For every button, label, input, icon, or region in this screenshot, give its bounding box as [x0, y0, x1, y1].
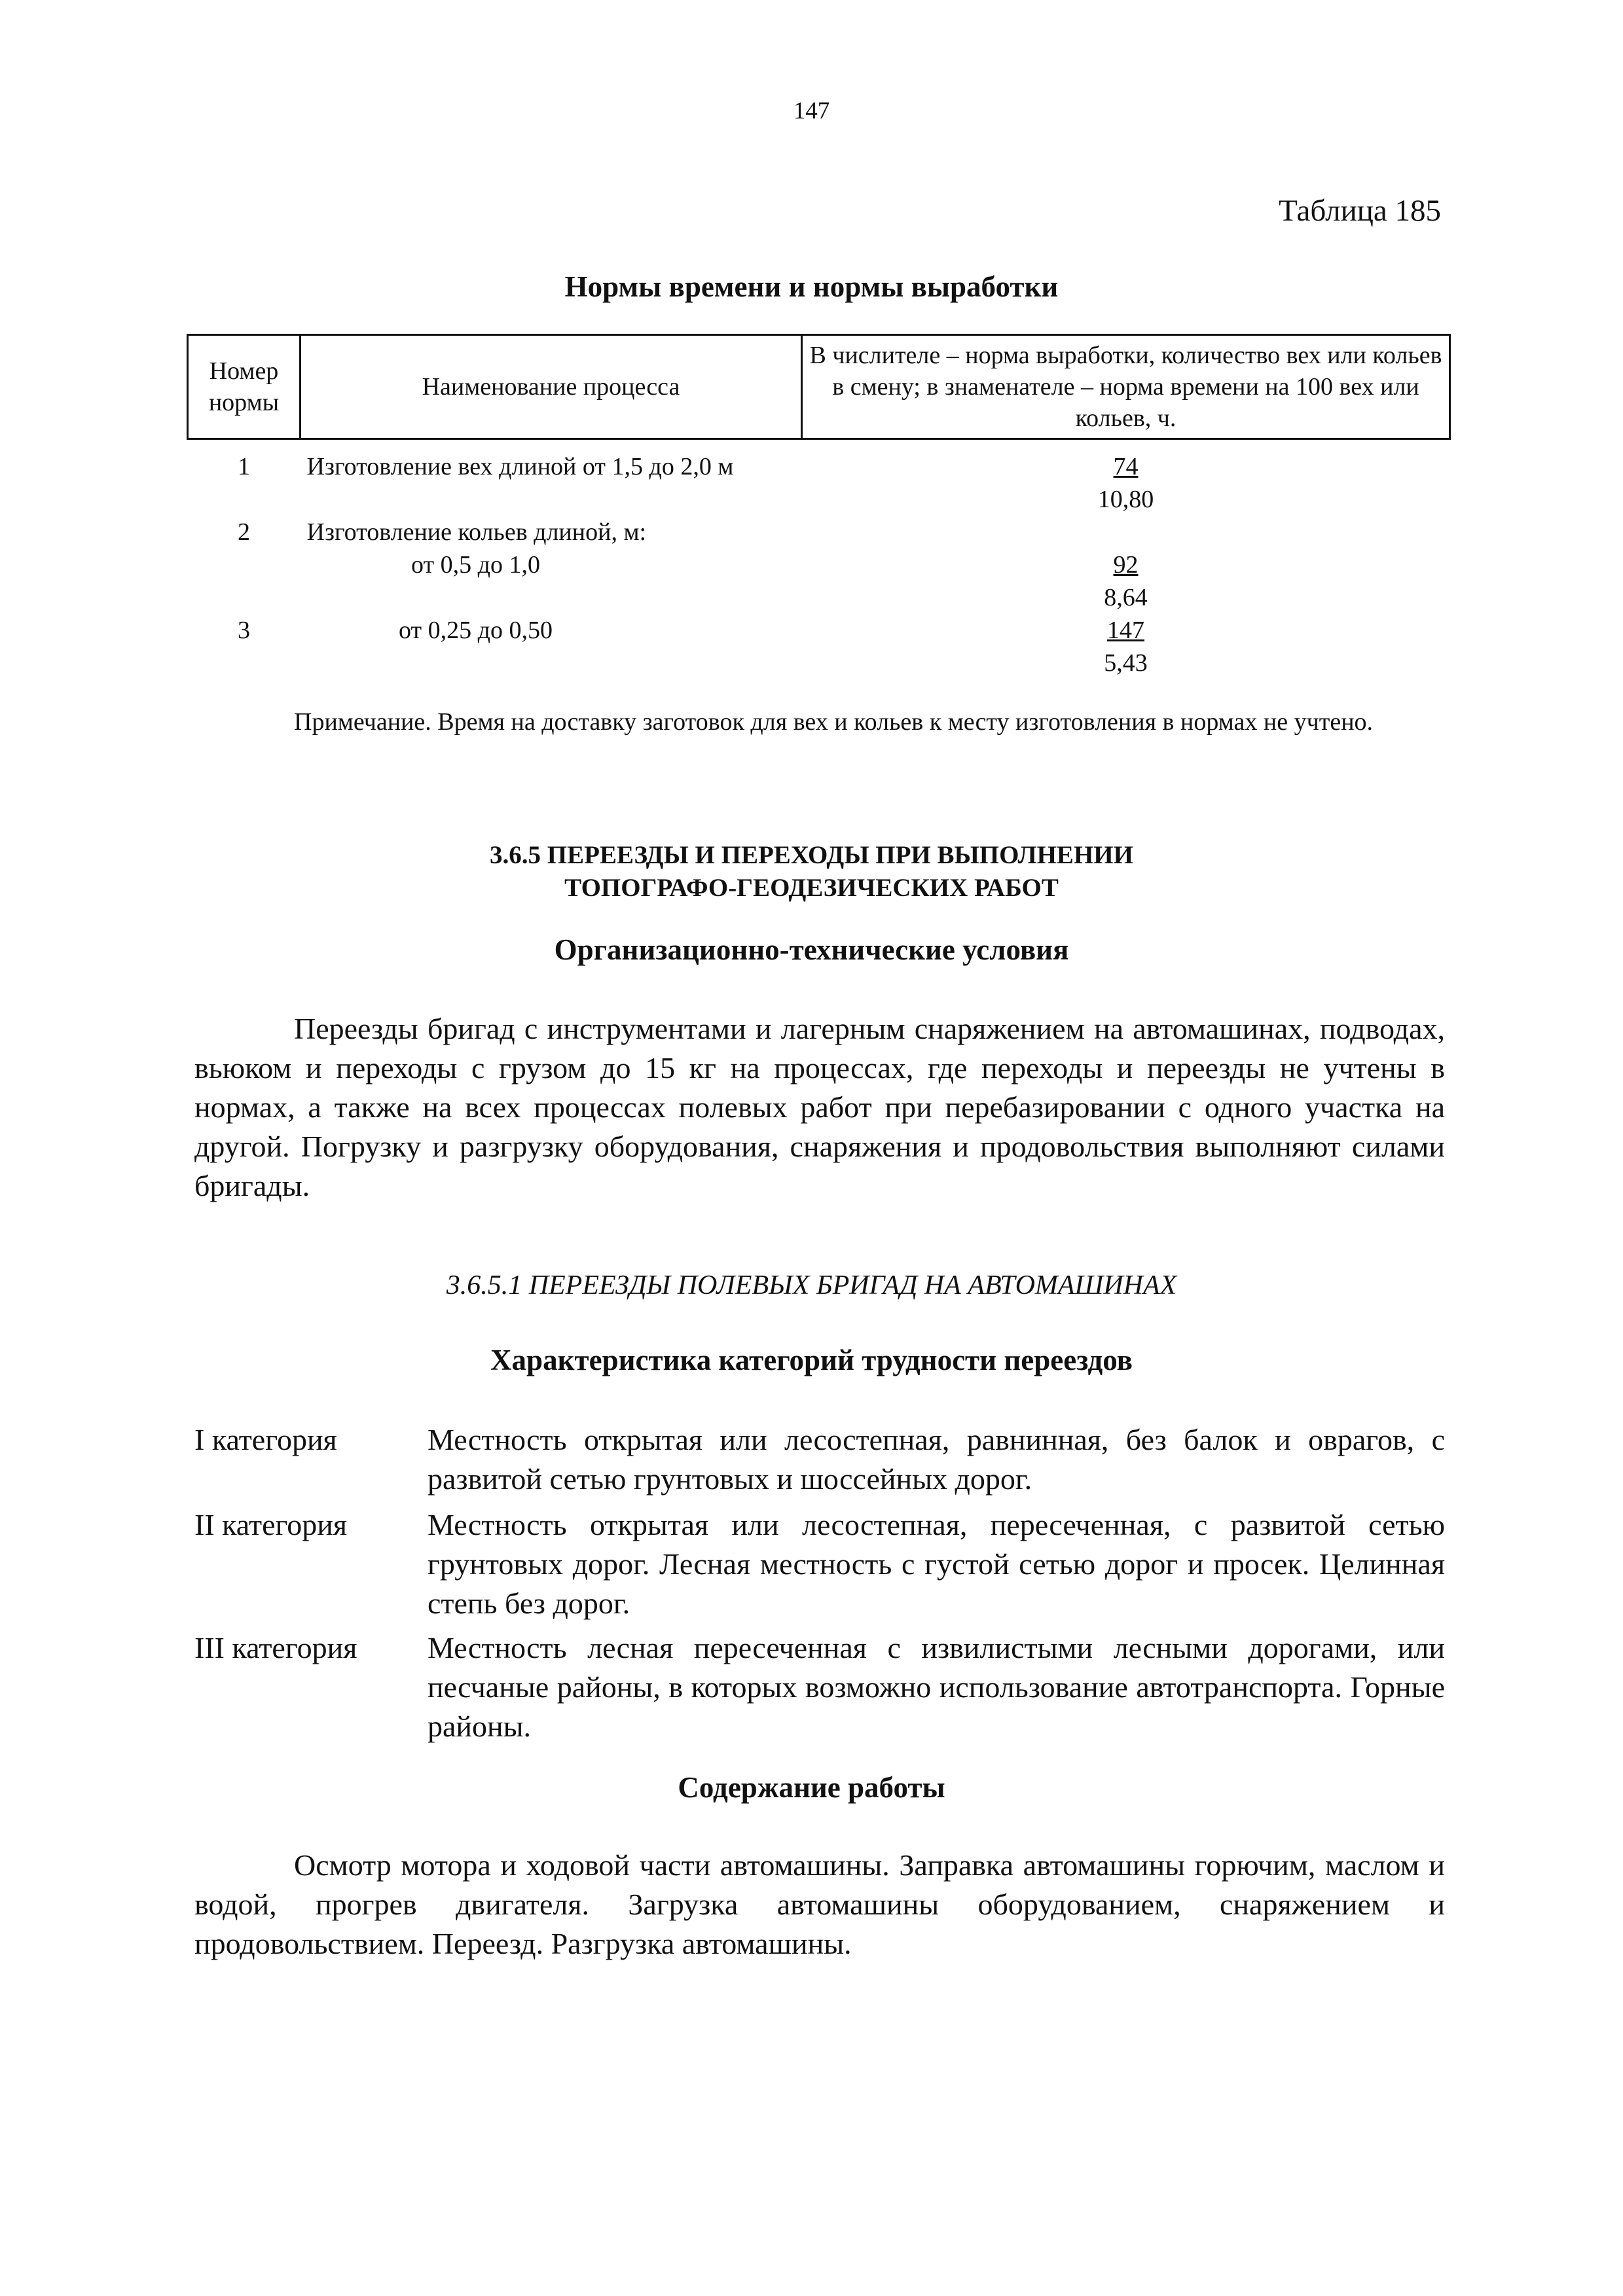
row-process: от 0,5 до 1,0 [411, 551, 540, 579]
row-value [802, 614, 1450, 679]
section-heading-line2: ТОПОГРАФО-ГЕОДЕЗИЧЕСКИХ РАБОТ [564, 874, 1059, 902]
row-num [188, 548, 301, 614]
table-row [188, 614, 1450, 679]
section-heading [0, 839, 1623, 905]
header-process: Наименование процесса [301, 335, 802, 439]
row-process: Изготовление кольев длиной, м: [306, 518, 647, 546]
norms-table [187, 334, 1451, 679]
row-value [802, 548, 1450, 614]
work-paragraph: Осмотр мотора и ходовой части автомашины. Заправка автомашины горючим, маслом и водой, прогрев двигателя. Загрузка автомашины оборудованием, снаряжением и продовольствием. Переезд. Разгрузка автомашины. [194, 1848, 1445, 1960]
category-row [194, 1628, 1445, 1746]
table-row [188, 439, 1450, 516]
category-text: Местность лесная пересеченная с извилистыми лесными дорогами, или песчаные районы, в которых возможно использование автотранспорта. Горные районы. [428, 1631, 1445, 1743]
table-header-row [188, 335, 1450, 439]
row-value [802, 439, 1450, 516]
row-num: 1 [238, 453, 250, 480]
org-heading: Организационно-технические условия [554, 933, 1069, 966]
value-denominator: 8,64 [1104, 584, 1148, 611]
category-text: Местность открытая или лесостепная, равнинная, без балок и оврагов, с развитой сетью грунтовых и шоссейных дорог. [428, 1423, 1445, 1496]
table-row [188, 516, 1450, 548]
value-numerator: 147 [1107, 617, 1144, 644]
category-label: III категория [194, 1631, 357, 1664]
category-label: I категория [194, 1423, 337, 1456]
header-value: В числителе – норма выработки, количество вех или кольев в смену; в знаменателе – норма времени на 100 вех или кольев, ч. [802, 335, 1450, 439]
row-process: Изготовление вех длиной от 1,5 до 2,0 м [306, 453, 734, 480]
category-label: II категория [194, 1508, 348, 1541]
org-paragraph: Переезды бригад с инструментами и лагерным снаряжением на автомашинах, подводах, вьюком и переходы с грузом до 15 кг на процессах, где переходы и переезды не учтены в нормах, а также на всех процессах полевых работ при перебазировании с одного участка на другой. Погрузку и разгрузку оборудования, снаряжения и продовольствия выполняют силами бригады. [194, 1012, 1445, 1202]
row-process: от 0,25 до 0,50 [399, 617, 553, 644]
row-value [802, 516, 1450, 548]
work-heading: Содержание работы [678, 1771, 945, 1804]
row-num: 2 [238, 518, 250, 546]
value-denominator: 5,43 [1104, 649, 1148, 677]
table-label: Таблица 185 [1278, 194, 1441, 228]
section-heading-line1: 3.6.5 ПЕРЕЕЗДЫ И ПЕРЕХОДЫ ПРИ ВЫПОЛНЕНИИ [490, 841, 1133, 869]
table-row [188, 548, 1450, 614]
category-text: Местность открытая или лесостепная, пересеченная, с развитой сетью грунтовых дорог. Лесная местность с густой сетью дорог и просек. Целинная степь без дорог. [428, 1508, 1445, 1620]
categories-heading: Характеристика категорий трудности переездов [490, 1344, 1133, 1376]
value-denominator: 10,80 [1097, 486, 1154, 513]
header-num: Номер нормы [188, 335, 301, 439]
category-row [194, 1505, 1445, 1623]
page-number: 147 [793, 98, 830, 124]
table-title: Нормы времени и нормы выработки [564, 270, 1059, 303]
value-numerator: 74 [1113, 453, 1139, 480]
value-numerator: 92 [1113, 551, 1139, 579]
table-note: Примечание. Время на доставку заготовок для вех и кольев к месту изготовления в нормах не учтено. [294, 708, 1374, 736]
row-num: 3 [238, 617, 250, 644]
category-row [194, 1420, 1445, 1499]
subsection-heading: 3.6.5.1 ПЕРЕЕЗДЫ ПОЛЕВЫХ БРИГАД НА АВТОМАШИНАХ [446, 1270, 1177, 1300]
